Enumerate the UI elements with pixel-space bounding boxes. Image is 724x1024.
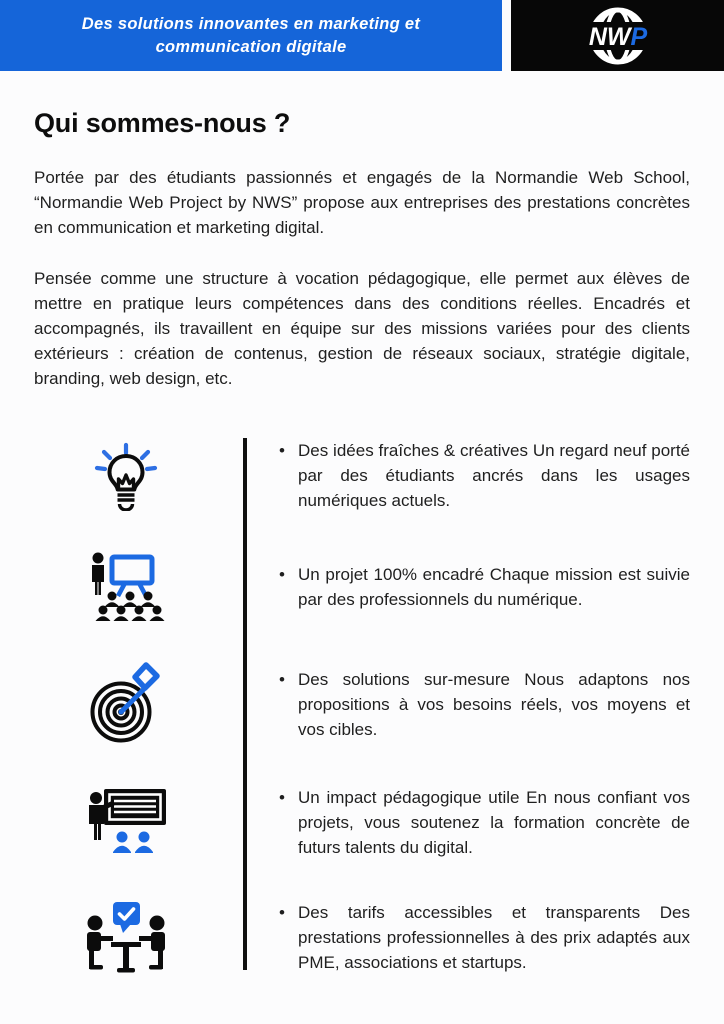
bullet-item [279,900,690,975]
bullet-marker: • [279,441,285,460]
page-body [0,108,724,976]
logo-box [511,0,724,71]
feature-row-sur-mesure [34,661,690,747]
lightbulb-icon [91,441,161,511]
feature-row-ideas [34,438,690,513]
bullet-marker: • [279,669,285,689]
feature-text-ideas: Des idées fraîches & créatives Un regard neuf porté par des étudiants ancrés dans les usages numériques actuels. [298,441,690,510]
meeting-check-icon [83,898,169,976]
presentation-audience-icon [85,551,167,623]
header [0,0,724,71]
feature-row-tarifs [34,898,690,976]
bullet-item [279,785,690,860]
bullet-marker: • [279,788,285,807]
intro-paragraph-1: Portée par des étudiants passionnés et engagés de la Normandie Web School, “Normandie Web Project by NWS” propose aux entreprises des prestations concrètes en communication et marketing digital. [34,168,690,237]
svg-text:NWP: NWP [588,22,647,51]
features-list [34,438,690,976]
nwp-globe-logo-icon [543,4,693,68]
banner-tagline-line2: communication digitale [155,37,347,56]
feature-text-encadre: Un projet 100% encadré Chaque mission est suivie par des professionnels du numérique. [298,565,690,609]
teacher-board-icon [84,786,168,860]
bullet-marker: • [279,902,285,922]
bullet-item [279,562,690,612]
banner-tagline-line1: Des solutions innovantes en marketing et [81,14,421,33]
bullet-item [279,667,690,742]
header-banner [0,0,502,71]
feature-text-pedagogique: Un impact pédagogique utile En nous confiant vos projets, vous soutenez la formation concrète de futurs talents du digital. [298,788,690,857]
bullet-item [279,438,690,513]
feature-text-tarifs: Des tarifs accessibles et transparents Des prestations professionnelles à des prix adaptés aux PME, associations et startups. [298,902,690,972]
intro-paragraph-2: Pensée comme une structure à vocation pédagogique, elle permet aux élèves de mettre en pratique leurs compétences dans des conditions réelles. Encadrés et accompagnés, ils travaillent en équipe sur des missions variées pour des clients extérieurs : création de contenus, gestion de réseaux sociaux, stratégie digitale, branding, web design, etc. [34,269,690,388]
feature-row-encadre [34,551,690,623]
vertical-divider [243,438,247,970]
feature-row-pedagogique [34,785,690,860]
feature-text-sur-mesure: Des solutions sur-mesure Nous adaptons nos propositions à vos besoins réels, vos moyens et vos cibles. [298,669,690,739]
page-title: Qui sommes-nous ? [34,108,291,138]
bullet-marker: • [279,565,285,584]
target-dart-icon [83,661,169,747]
